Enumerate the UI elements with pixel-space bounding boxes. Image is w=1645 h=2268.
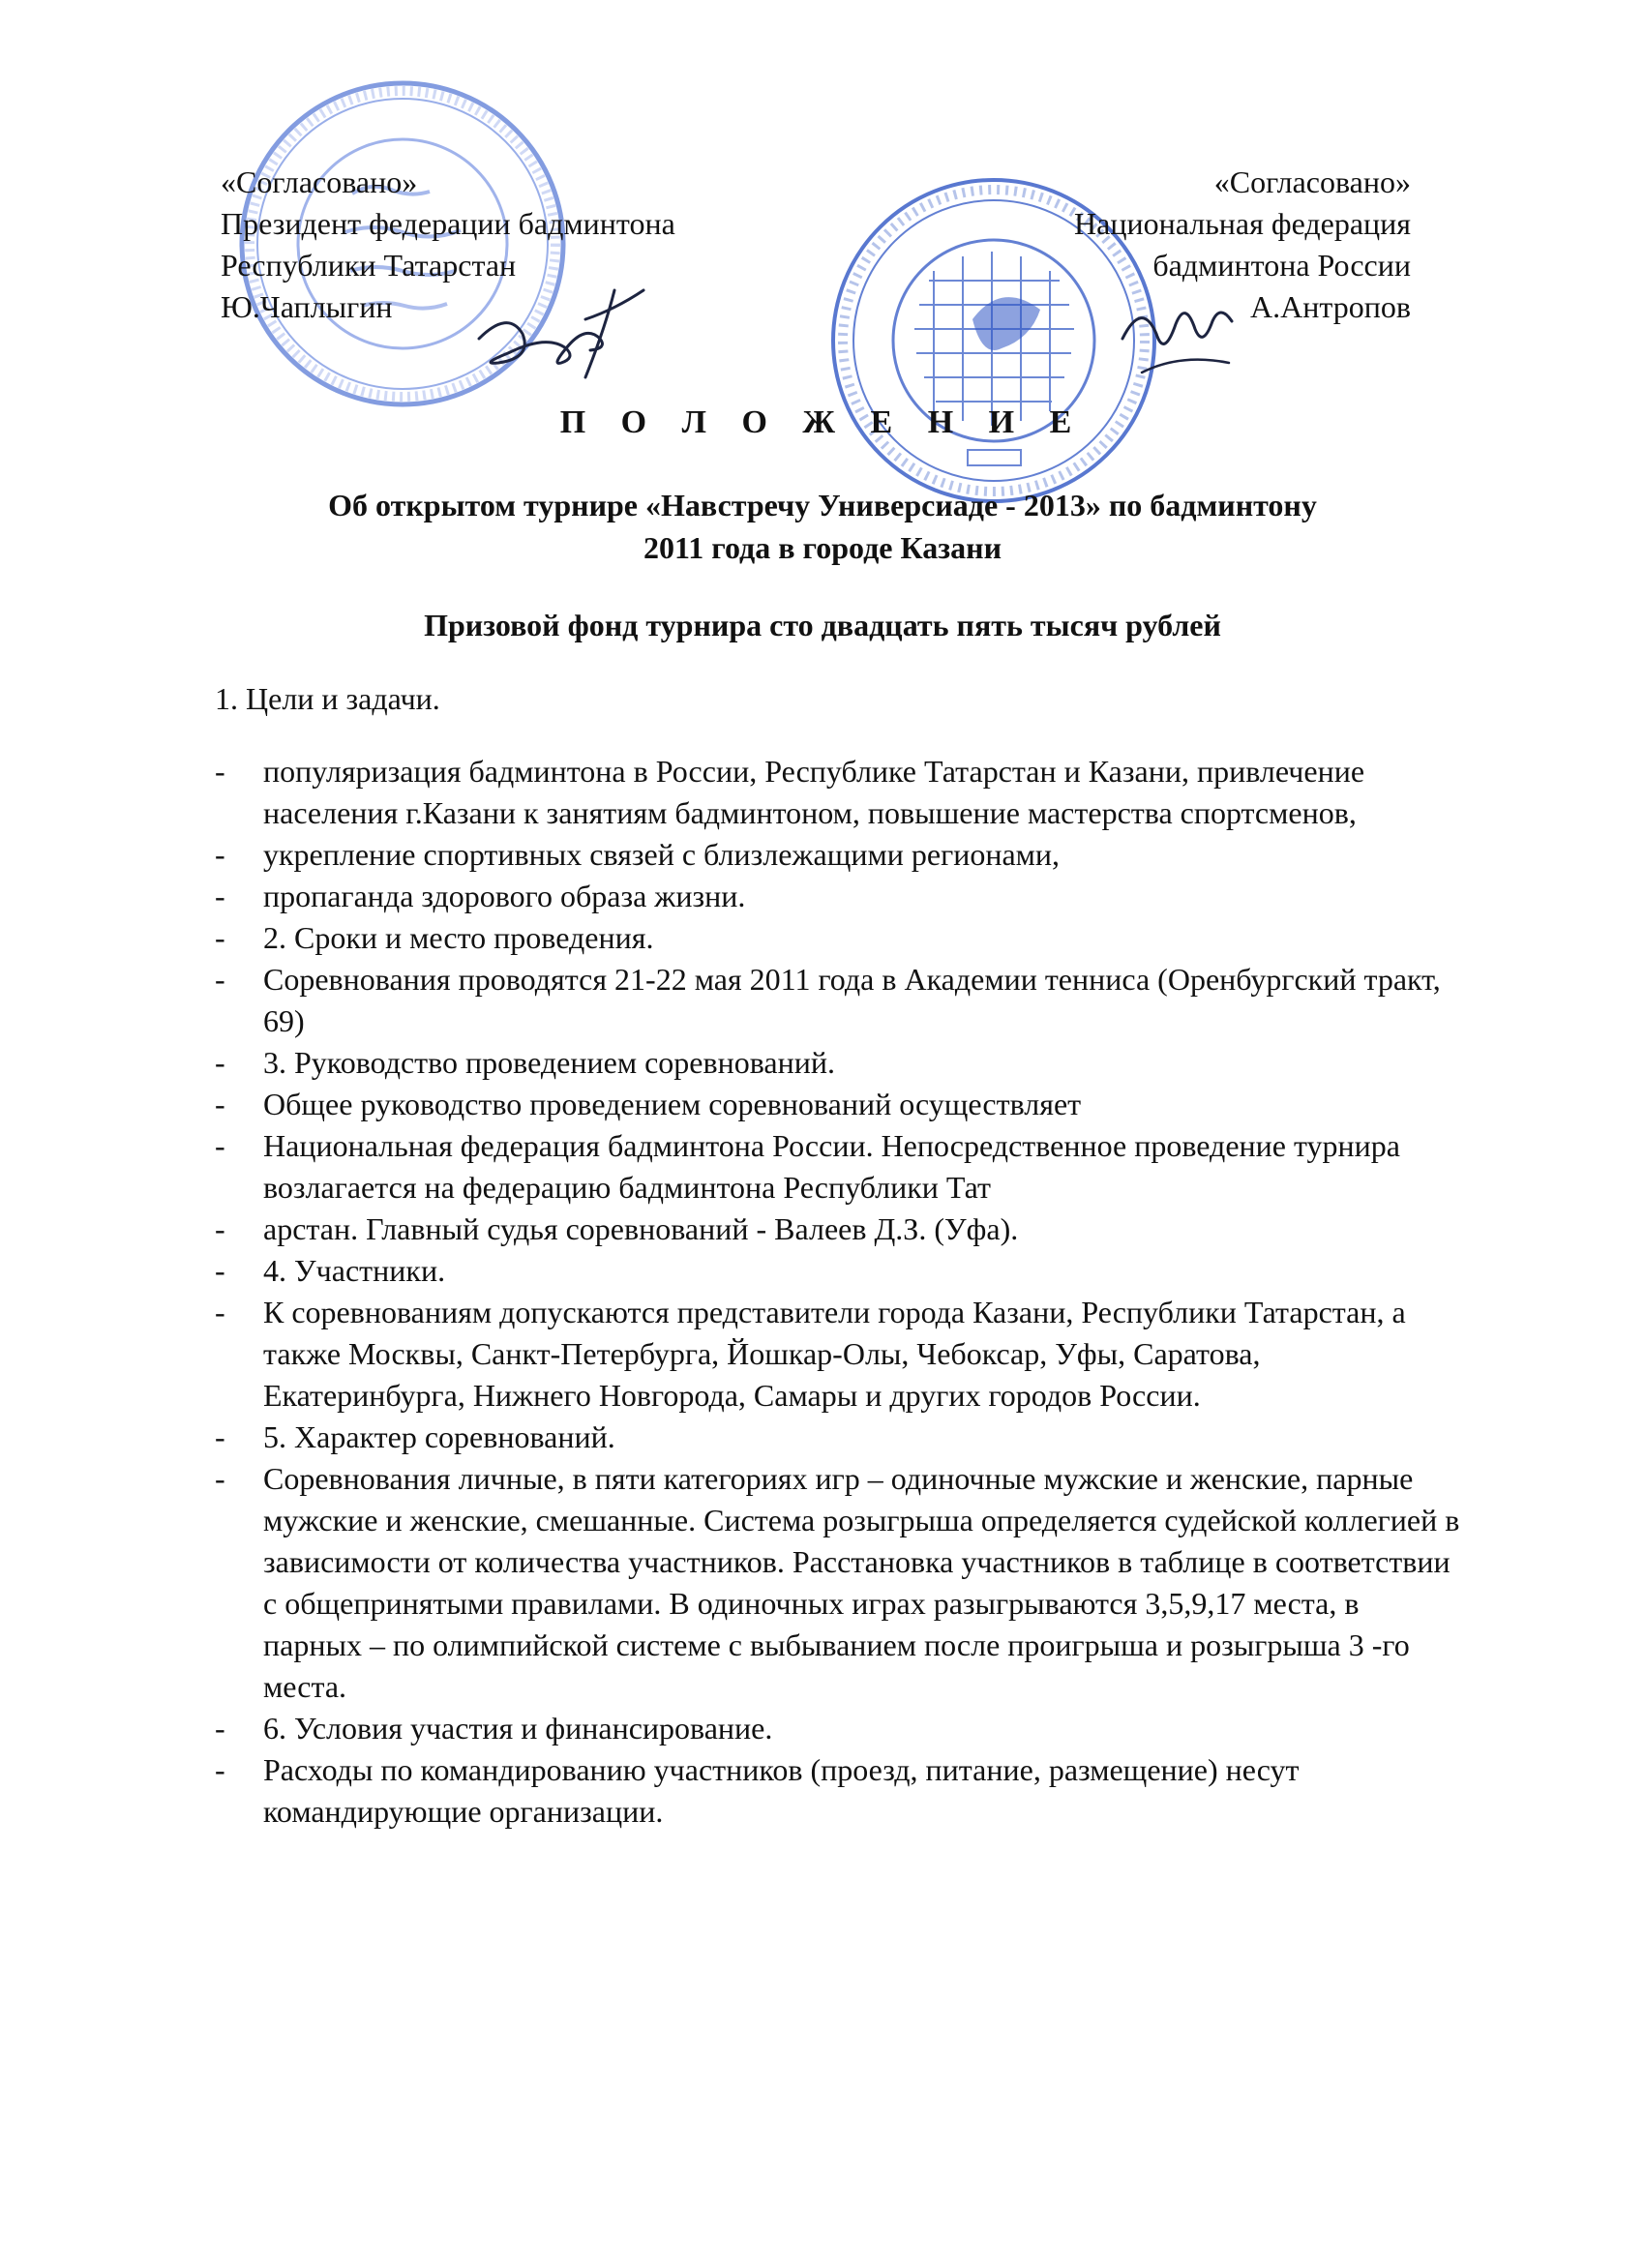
list-item: - 4. Участники.: [215, 1250, 1463, 1292]
subtitle-line1: Об открытом турнире «Навстречу Универсиаде - 2013» по бадминтону: [328, 488, 1317, 522]
document-title: П О Л О Ж Е Н И Е: [559, 404, 1086, 440]
list-item: - пропаганда здорового образа жизни.: [215, 876, 1463, 917]
list-item: - 3. Руководство проведением соревнований.: [215, 1042, 1463, 1084]
list-item: - 5. Характер соревнований.: [215, 1417, 1463, 1458]
list-item: - Соревнования личные, в пяти категориях игр – одиночные мужские и женские, парные мужские и женские, смешанные. Система розыгрыша определяется судейской коллегией в зависимости от количества участников. Расстановка участников в таблице в соответствии с общепринятыми правилами. В одиночных играх разыгрываются 3,5,9,17 места, в парных – по олимпийской системе с выбыванием после проигрыша и розыгрыша 3 -го места.: [215, 1458, 1463, 1708]
list-item: - популяризация бадминтона в России, Республике Татарстан и Казани, привлечение населения г.Казани к занятиям бадминтоном, повышение мастерства спортсменов,: [215, 751, 1463, 834]
approval-right-line3: бадминтона России: [1152, 248, 1411, 283]
list-item: - Соревнования проводятся 21-22 мая 2011 года в Академии тенниса (Оренбургский тракт, 69): [215, 959, 1463, 1042]
list-item: - К соревнованиям допускаются представители города Казани, Республики Татарстан, а также Москвы, Санкт-Петербурга, Йошкар-Олы, Чебоксар, Уфы, Саратова, Екатеринбурга, Нижнего Новгорода, Самары и других городов России.: [215, 1292, 1463, 1417]
approval-right-line2: Национальная федерация: [1074, 206, 1411, 241]
approval-block-right: [1006, 162, 1411, 328]
approval-right-line4: А.Антропов: [1250, 289, 1411, 324]
approval-right-line1: «Согласовано»: [1213, 164, 1411, 199]
approval-left-line1: «Согласовано»: [221, 164, 418, 199]
list-item: - Расходы по командированию участников (проезд, питание, размещение) несут командирующие организации.: [215, 1749, 1463, 1833]
regulation-list: [215, 751, 1463, 1833]
list-item: - 2. Сроки и место проведения.: [215, 917, 1463, 959]
subtitle-line2: 2011 года в городе Казани: [643, 530, 1002, 565]
approval-left-line2: Президент федерации бадминтона: [221, 206, 675, 241]
approval-left-line4: Ю.Чаплыгин: [221, 289, 393, 324]
list-item: - укрепление спортивных связей с близлежащими регионами,: [215, 834, 1463, 876]
list-item: - Национальная федерация бадминтона России. Непосредственное проведение турнира возлагается на федерацию бадминтона Республики Тат: [215, 1125, 1463, 1209]
approval-left-line3: Республики Татарстан: [221, 248, 517, 283]
document-subtitle: [194, 484, 1451, 569]
list-item: - арстан. Главный судья соревнований - Валеев Д.З. (Уфа).: [215, 1209, 1463, 1250]
approval-block-left: [221, 162, 675, 328]
list-item: - 6. Условия участия и финансирование.: [215, 1708, 1463, 1749]
section-heading-goals: 1. Цели и задачи.: [215, 681, 440, 716]
prize-fund: Призовой фонд турнира сто двадцать пять тысяч рублей: [424, 608, 1221, 642]
list-item: - Общее руководство проведением соревнований осуществляет: [215, 1084, 1463, 1125]
